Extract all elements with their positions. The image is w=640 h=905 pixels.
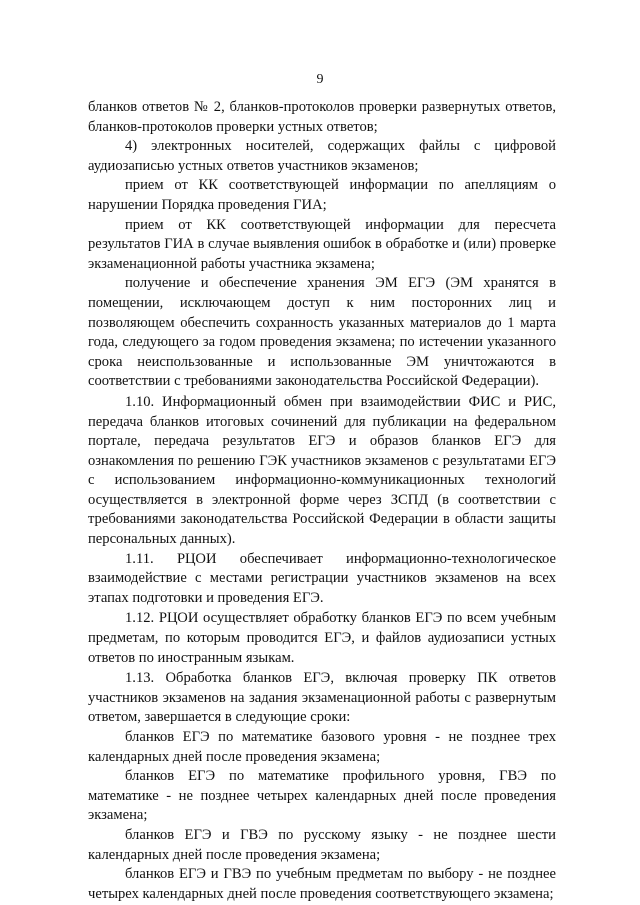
document-body xyxy=(88,98,556,904)
paragraph-deadline-elective: бланков ЕГЭ и ГВЭ по учебным предметам по выбору - не позднее четырех календарных дней после проведения соответствующего экзамена; xyxy=(88,866,556,902)
paragraph-recalculation-info: прием от КК соответствующей информации для пересчета результатов ГИА в случае выявления ошибок в обработке и (или) проверке экзаменационной работы участника экзамена; xyxy=(88,216,556,272)
page-number: 9 xyxy=(316,72,324,87)
paragraph-1-12: 1.12. РЦОИ осуществляет обработку бланков ЕГЭ по всем учебным предметам, по которым проводится ЕГЭ, и файлов аудиозаписи устных ответов по иностранным языкам. xyxy=(88,610,556,666)
paragraph-item-4-electronic-media: 4) электронных носителей, содержащих файлы с цифровой аудиозаписью устных ответов участников экзаменов; xyxy=(88,138,556,174)
paragraph-1-11: 1.11. РЦОИ обеспечивает информационно-технологическое взаимодействие с местами регистрации участников экзаменов на всех этапах подготовки и проведения ЕГЭ. xyxy=(88,550,556,606)
paragraph-deadline-russian: бланков ЕГЭ и ГВЭ по русскому языку - не позднее шести календарных дней после проведения экзамена; xyxy=(88,826,556,863)
paragraph-1-10: 1.10. Информационный обмен при взаимодействии ФИС и РИС, передача бланков итоговых сочинений для публикации на федеральном портале, передача результатов ЕГЭ и образов бланков ЕГЭ для ознакомления по решению ГЭК участников экзаменов с результатами ЕГЭ с использованием информационно-коммуникационных технологий осуществляется в электронной форме через ЗСПД (в соответствии с требованиями законодательства Российской Федерации в области защиты персональных данных). xyxy=(88,393,556,548)
paragraph-appeals-info: прием от КК соответствующей информации по апелляциям о нарушении Порядка проведения ГИА; xyxy=(88,177,556,213)
paragraph-deadline-math-profile: бланков ЕГЭ по математике профильного уровня, ГВЭ по математике - не позднее четырех календарных дней после проведения экзамена; xyxy=(88,768,556,824)
paragraph-deadline-math-basic: бланков ЕГЭ по математике базового уровня - не позднее трех календарных дней после проведения экзамена; xyxy=(88,729,556,765)
paragraph-storage-of-materials: получение и обеспечение хранения ЭМ ЕГЭ (ЭМ хранятся в помещении, исключающем доступ к ним посторонних лиц и позволяющем обеспечить сохранность указанных материалов до 1 марта года, следующего за годом проведения экзамена; по истечении указанного срока неиспользованные и использованные ЭМ уничтожаются в соответствии с требованиями законодательства Российской Федерации). xyxy=(88,275,556,390)
paragraph-blank-answers-continuation: бланков ответов № 2, бланков-протоколов проверки развернутых ответов, бланков-протоколов проверки устных ответов; xyxy=(88,99,556,135)
paragraph-1-13: 1.13. Обработка бланков ЕГЭ, включая проверку ПК ответов участников экзаменов на задания экзаменационной работы с развернутым ответом, завершается в следующие сроки: xyxy=(88,670,556,726)
